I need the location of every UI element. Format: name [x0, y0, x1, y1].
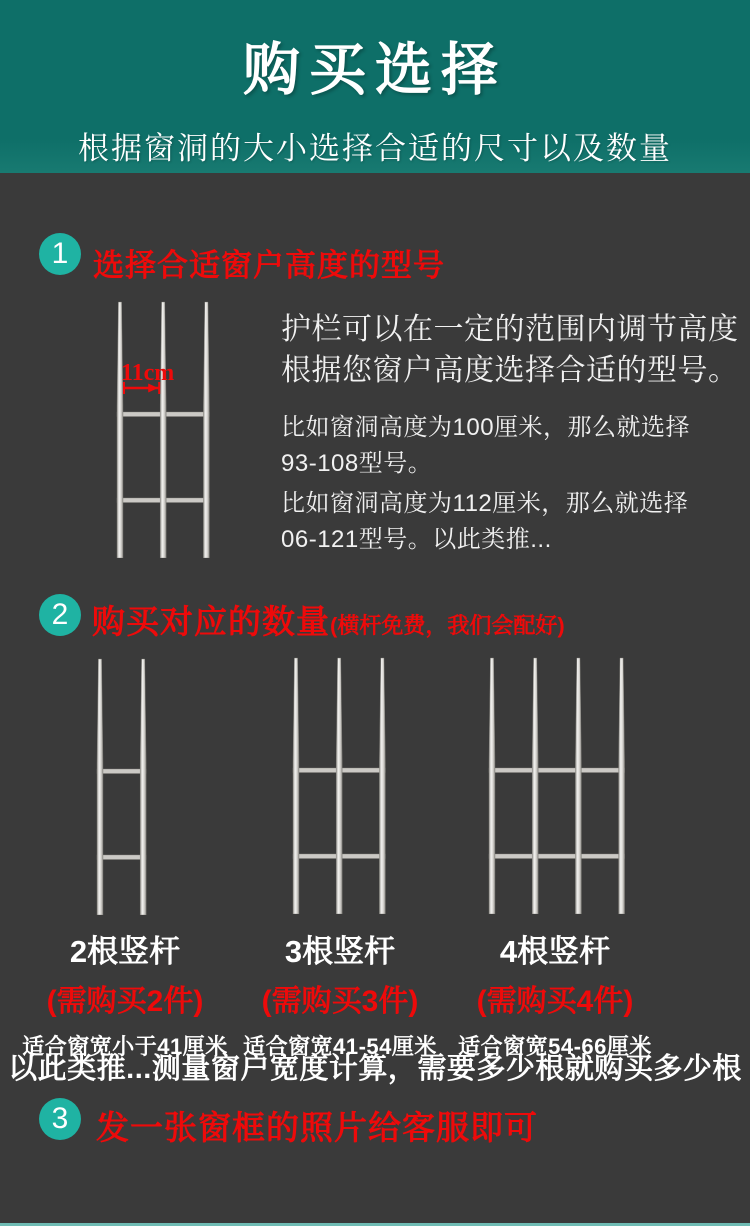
page-subtitle: 根据窗洞的大小选择合适的尺寸以及数量	[78, 131, 672, 166]
svg-text:11cm: 11cm	[120, 360, 175, 387]
option-title: 3根竖杆	[284, 934, 396, 969]
option-column-2bar	[19, 926, 231, 1061]
option-column-4bar	[449, 926, 661, 1061]
step2-number-badge: 2	[39, 594, 81, 636]
option-buy-note: (需购买4件)	[476, 985, 634, 1018]
step1-description	[281, 309, 746, 557]
header-banner	[0, 0, 750, 173]
guardrail-3bar-image	[286, 656, 392, 914]
option-buy-note: (需购买3件)	[261, 985, 419, 1018]
option-title: 2根竖杆	[69, 934, 181, 969]
guardrail-3bar-annotated-image	[110, 300, 216, 558]
step1-example2-line1: 比如窗洞高度为112厘米，那么就选择	[281, 490, 689, 517]
step1-desc-line2: 根据您窗户高度选择合适的型号。	[281, 354, 739, 387]
option-title: 4根竖杆	[499, 934, 611, 969]
guardrail-4bar-image	[482, 656, 632, 914]
step2-heading-row	[92, 596, 565, 643]
step1-desc-line1: 护栏可以在一定的范围内调节高度	[281, 313, 739, 346]
step1-example1-line2: 93-108型号。	[281, 450, 433, 477]
guardrail-2bar-image	[90, 657, 153, 915]
step1-number-badge: 1	[39, 233, 81, 275]
option-fit-note: 适合窗宽41-54厘米	[243, 1034, 437, 1059]
step3-heading: 发一张窗框的照片给客服即可	[96, 1109, 538, 1146]
width-rule-text: 以此类推...测量窗户宽度计算，需要多少根就购买多少根	[8, 1053, 742, 1085]
option-fit-note: 适合窗宽小于41厘米	[22, 1034, 228, 1059]
page-title: 购买选择	[243, 38, 507, 102]
step2-heading: 购买对应的数量	[92, 603, 330, 640]
step2-heading-note: (横杆免费，我们会配好)	[330, 613, 565, 638]
step1-heading: 选择合适窗户高度的型号	[93, 248, 445, 283]
step1-example2-line2: 06-121型号。以此类推...	[281, 526, 552, 553]
step3-number-badge: 3	[39, 1098, 81, 1140]
option-fit-note: 适合窗宽54-66厘米	[458, 1034, 652, 1059]
option-column-3bar	[234, 926, 446, 1061]
option-buy-note: (需购买2件)	[46, 985, 204, 1018]
step1-example1-line1: 比如窗洞高度为100厘米，那么就选择	[281, 414, 691, 441]
